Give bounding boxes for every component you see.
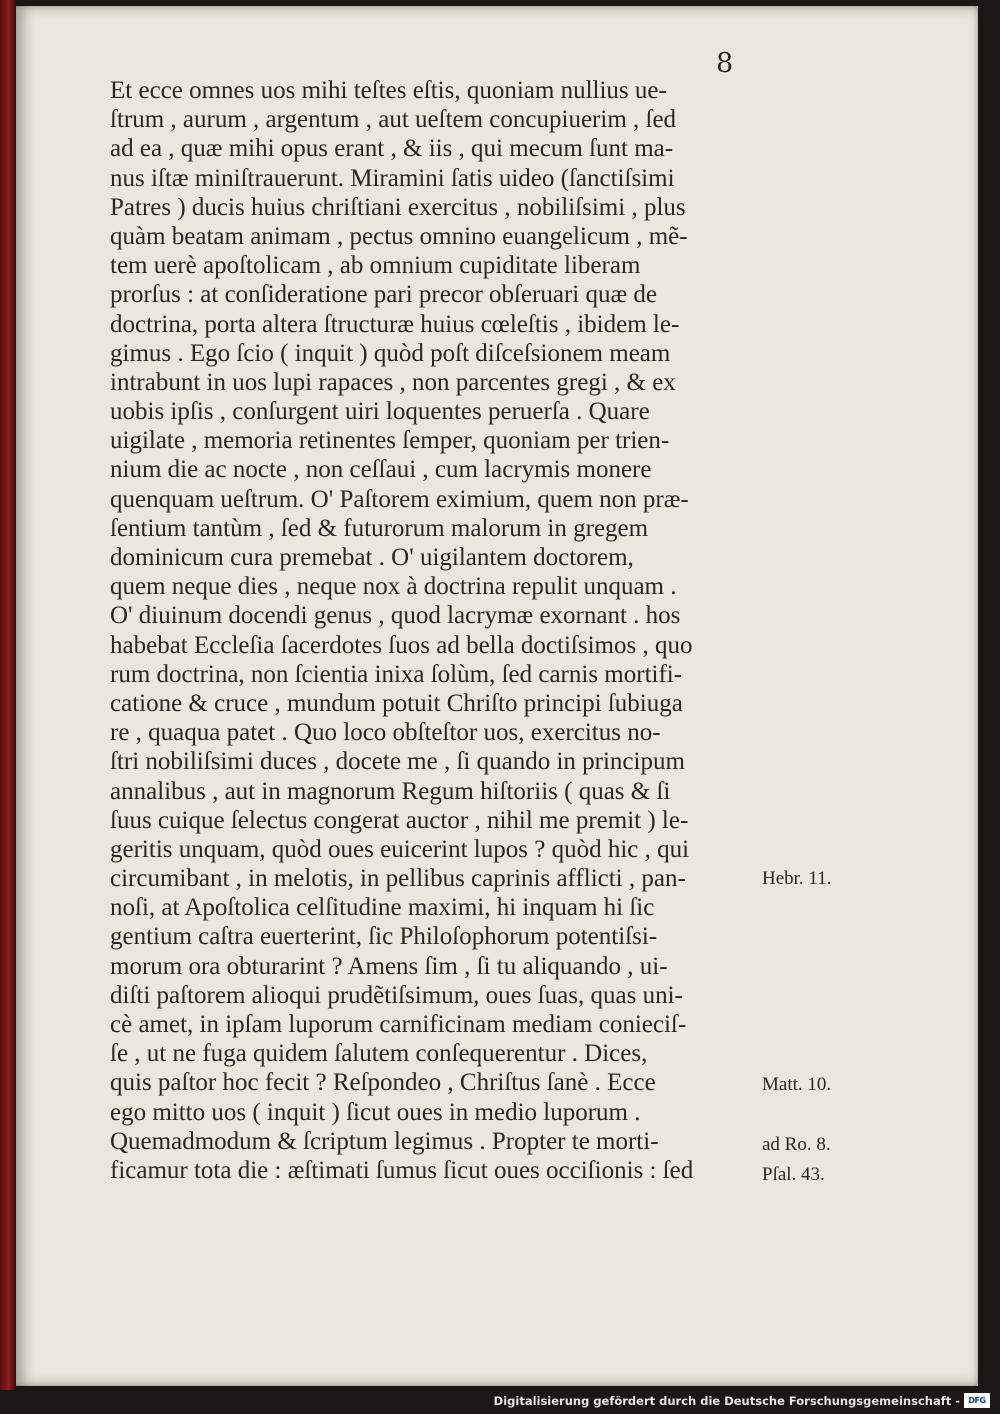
text-line: doctrina, porta altera ſtructuræ huius cœleſtis , ibidem le- — [110, 310, 680, 338]
text-line: intrabunt in uos lupi rapaces , non parcentes gregi , & ex — [110, 368, 676, 396]
margin-note-psal: Pſal. 43. — [762, 1164, 825, 1185]
text-line: circumibant , in melotis, in pellibus caprinis afflicti , pan- — [110, 865, 686, 893]
text-line: prorſus : at conſideratione pari precor obſeruari quæ de — [110, 281, 658, 309]
text-line: rum doctrina, non ſcientia inixa ſolùm, ſed carnis mortifi- — [110, 660, 683, 688]
dfg-logo: DFG — [964, 1393, 990, 1408]
text-line: ſtri nobiliſsimi duces , docete me , ſi quando in principum — [110, 748, 685, 776]
book-spine-edge — [0, 0, 16, 1390]
book-page — [16, 6, 978, 1386]
text-line: annalibus , aut in magnorum Regum hiſtoriis ( quas & ſi — [110, 777, 671, 805]
text-line: ſentium tantùm , ſed & futurorum malorum in gregem — [110, 514, 649, 542]
text-line: ſe , ut ne fuga quidem ſalutem conſequerentur . Dices, — [110, 1040, 648, 1068]
text-line: habebat Eccleſia ſacerdotes ſuos ad bella doctiſsimos , quo — [110, 631, 693, 659]
text-line: uigilate , memoria retinentes ſemper, quoniam per trien- — [110, 427, 670, 455]
digitization-footer — [0, 1390, 1000, 1414]
text-line: Patres ) ducis huius chriſtiani exercitus , nobiliſsimi , plus — [110, 193, 686, 221]
text-line: ad ea , quæ mihi opus erant , & iis , qui mecum ſunt ma- — [110, 135, 674, 163]
text-line: ſtrum , aurum , argentum , aut ueſtem concupiuerim , ſed — [110, 106, 677, 134]
text-line: nium die ac nocte , non ceſſaui , cum lacrymis monere — [110, 456, 652, 484]
text-line: diſti paſtorem alioqui prudẽtiſsimum, oues ſuas, quas uni- — [110, 981, 683, 1009]
margin-note-hebr: Hebr. 11. — [762, 868, 832, 889]
page-number: 8 — [716, 48, 734, 79]
footer-credit: Digitalisierung gefördert durch die Deutsche Forschungsgemeinschaft - — [493, 1394, 960, 1408]
text-line: cè amet, in ipſam luporum carnificinam mediam conieciſ- — [110, 1011, 687, 1038]
text-line: quenquam ueſtrum. O' Paſtorem eximium, quem non præ- — [110, 485, 689, 513]
text-line: ſuus cuique ſelectus congerat auctor , nihil me premit ) le- — [110, 806, 689, 834]
text-line: noſi, at Apoſtolica celſitudine maximi, hi inquam hi ſic — [110, 894, 655, 922]
text-line: geritis unquam, quòd oues euicerint lupos ? quòd hic , qui — [110, 835, 690, 863]
text-line: quàm beatam animam , pectus omnino euangelicum , mẽ- — [110, 222, 688, 250]
text-line: gimus . Ego ſcio ( inquit ) quòd poſt diſceſsionem meam — [110, 339, 671, 367]
text-line: nus iſtæ miniſtrauerunt. Miramini ſatis uideo (ſanctiſsimi — [110, 164, 675, 192]
text-line: ficamur tota die : æſtimati ſumus ſicut oues occiſionis : ſed — [110, 1156, 694, 1184]
margin-note-rom: ad Ro. 8. — [762, 1134, 831, 1155]
text-line: re , quaqua patet . Quo loco obſteſtor uos, exercitus no- — [110, 719, 661, 747]
text-line: quis paſtor hoc fecit ? Reſpondeo , Chriſtus ſanè . Ecce — [110, 1069, 656, 1097]
text-line: Quemadmodum & ſcriptum legimus . Propter te morti- — [110, 1127, 659, 1155]
margin-note-matt: Matt. 10. — [762, 1074, 832, 1095]
text-line: O' diuinum docendi genus , quod lacrymæ exornant . hos — [110, 602, 681, 630]
text-line: morum ora obturarint ? Amens ſim , ſi tu aliquando , ui- — [110, 952, 668, 980]
body-text — [110, 76, 770, 1185]
text-line: dominicum cura premebat . O' uigilantem doctorem, — [110, 544, 634, 571]
text-line: catione & cruce , mundum potuit Chriſto principi ſubiuga — [110, 689, 683, 717]
text-line: Et ecce omnes uos mihi teſtes eſtis, quoniam nullius ue- — [110, 77, 667, 104]
text-line: quem neque dies , neque nox à doctrina repulit unquam . — [110, 573, 677, 601]
text-line: gentium caſtra euerterint, ſic Philoſophorum potentiſsi- — [110, 923, 658, 951]
text-line: uobis ipſis , conſurgent uiri loquentes peruerſa . Quare — [110, 398, 650, 426]
text-line: tem uerè apoſtolicam , ab omnium cupiditate liberam — [110, 252, 641, 280]
text-line: ego mitto uos ( inquit ) ſicut oues in medio luporum . — [110, 1098, 641, 1126]
